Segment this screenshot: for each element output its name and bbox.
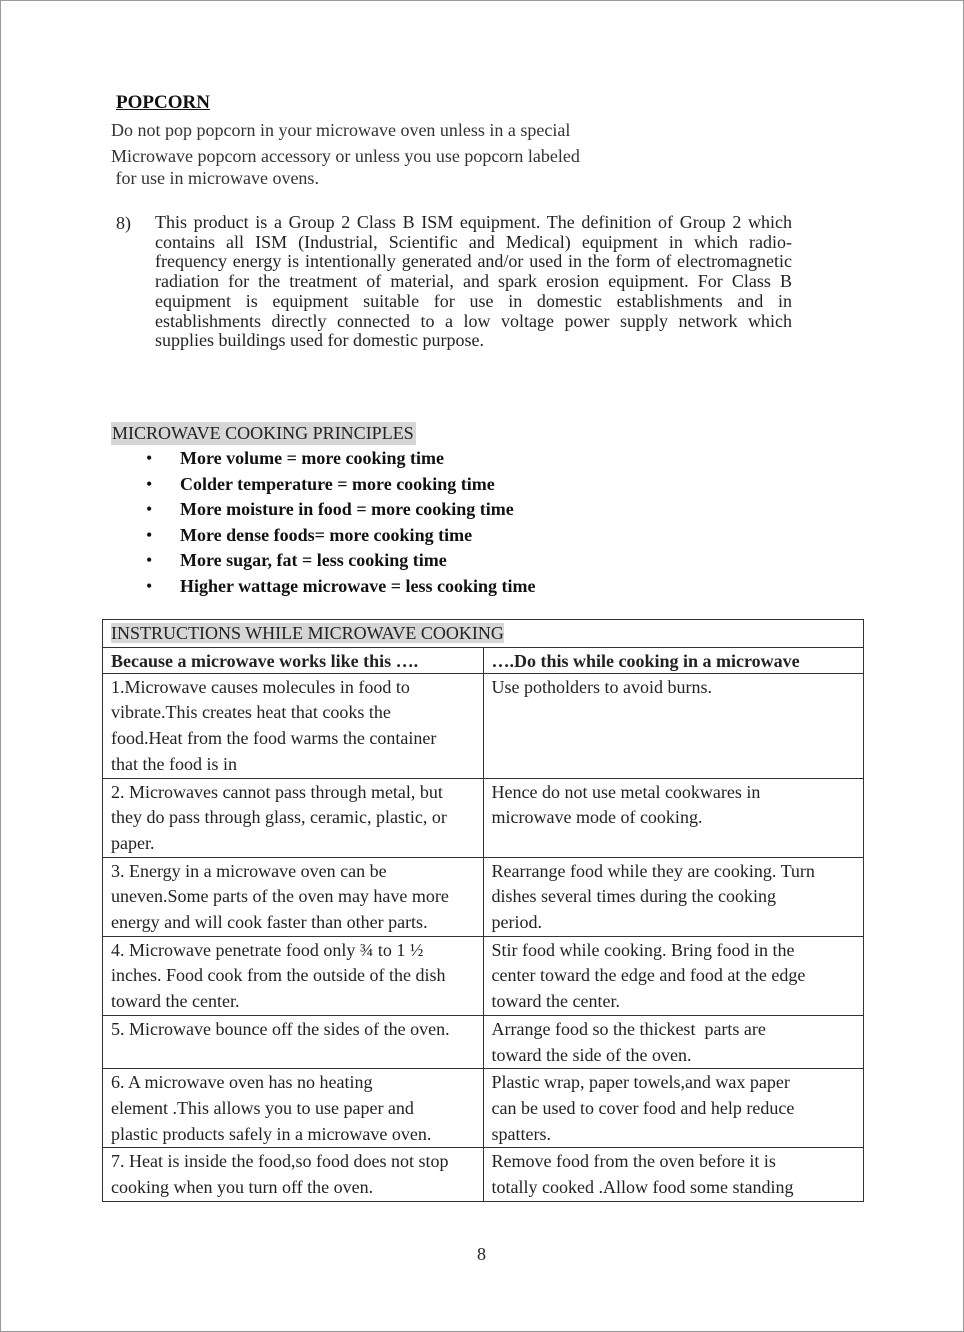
table-cell-left: [103, 1069, 484, 1148]
cell-line: 5. Microwave bounce off the sides of the oven.: [111, 1018, 450, 1039]
cell-line: energy and will cook faster than other parts.: [111, 912, 428, 933]
column-header-left: Because a microwave works like this ….: [103, 647, 484, 673]
table-cell-right: [483, 1069, 864, 1148]
cell-line: can be used to cover food and help reduce: [491, 1097, 795, 1118]
table-cell-right: [483, 778, 864, 857]
cell-line: Remove food from the oven before it is: [491, 1151, 776, 1172]
table-cell-right: [483, 857, 864, 936]
principle-text: More sugar, fat = less cooking time: [180, 550, 447, 571]
cell-line: they do pass through glass, ceramic, plastic, or: [111, 807, 447, 828]
principle-text: Higher wattage microwave = less cooking time: [180, 575, 536, 596]
cell-line: plastic products safely in a microwave oven.: [111, 1123, 432, 1144]
cell-line: center toward the edge and food at the edge: [491, 965, 806, 986]
cell-line: spatters.: [491, 1123, 551, 1144]
table-cell-left: [103, 857, 484, 936]
cell-line: totally cooked .Allow food some standing: [491, 1177, 794, 1198]
cell-line: inches. Food cook from the outside of the dish: [111, 965, 446, 986]
cell-line: cooking when you turn off the oven.: [111, 1177, 374, 1198]
principle-text: More dense foods= more cooking time: [180, 524, 473, 545]
table-row: [103, 1069, 864, 1148]
cell-line: 1.Microwave causes molecules in food to: [111, 676, 410, 697]
page-number: 8: [477, 1244, 486, 1264]
table-cell-left: [103, 1015, 484, 1068]
cell-line: element .This allows you to use paper and: [111, 1097, 414, 1118]
table-cell-left: [103, 936, 484, 1015]
table-row: [103, 778, 864, 857]
bullet-icon: •: [146, 448, 153, 468]
item-8-number: 8): [116, 213, 131, 233]
cell-line: 4. Microwave penetrate food only ¾ to 1 ½: [111, 939, 424, 960]
bullet-icon: •: [146, 473, 153, 494]
bullet-icon: •: [146, 524, 153, 545]
table-header-row: [103, 647, 864, 673]
column-header-right: ….Do this while cooking in a microwave: [483, 647, 864, 673]
table-cell-left: [103, 1148, 484, 1201]
cell-line: period.: [491, 912, 542, 933]
item-8-text: This product is a Group 2 Class B ISM equipment. The definition of Group 2 which contains all ISM (Industrial, Scientific and Medical) equipment in which radio-frequency energy is intentionally generated and/or used in the form of electromagnetic radiation for the treatment of material, and spark erosion equipment. For Class B equipment is equipment suitable for use in domestic establishments and in establishments directly connected to a low voltage power supply network which supplies buildings used for domestic purpose.: [155, 212, 792, 351]
table-row: [103, 1015, 864, 1068]
table-row: [103, 857, 864, 936]
popcorn-line-1: Do not pop popcorn in your microwave oven unless in a special: [111, 120, 571, 140]
table-cell-right: [483, 1015, 864, 1068]
table-cell-left: [103, 673, 484, 778]
principles-heading: MICROWAVE COOKING PRINCIPLES: [112, 423, 414, 443]
cell-line: toward the center.: [111, 991, 240, 1012]
table-cell-right: [483, 1148, 864, 1201]
cell-line: microwave mode of cooking.: [491, 807, 703, 828]
principle-text: More volume = more cooking time: [180, 448, 445, 468]
cell-line: Use potholders to avoid burns.: [491, 676, 712, 697]
cell-line: paper.: [111, 832, 155, 853]
cell-line: Arrange food so the thickest parts are: [491, 1018, 766, 1039]
cell-line: toward the side of the oven.: [491, 1044, 692, 1065]
table-cell-left: [103, 778, 484, 857]
cell-line: 7. Heat is inside the food,so food does not stop: [111, 1151, 449, 1172]
cell-line: Plastic wrap, paper towels,and wax paper: [491, 1072, 790, 1093]
popcorn-line-2: Microwave popcorn accessory or unless you use popcorn labeled: [111, 146, 580, 166]
bullet-icon: •: [146, 575, 153, 596]
popcorn-line-3: for use in microwave ovens.: [111, 168, 319, 188]
table-title-cell: [103, 620, 864, 648]
cell-line: Stir food while cooking. Bring food in the: [491, 939, 795, 960]
table-cell-right: [483, 936, 864, 1015]
principle-text: Colder temperature = more cooking time: [180, 473, 495, 494]
table-title-row: [103, 620, 864, 648]
bullet-icon: •: [146, 499, 153, 520]
cell-line: 3. Energy in a microwave oven can be: [111, 860, 387, 881]
cell-line: that the food is in: [111, 753, 237, 774]
cell-line: 6. A microwave oven has no heating: [111, 1072, 373, 1093]
table-title: INSTRUCTIONS WHILE MICROWAVE COOKING: [111, 623, 504, 643]
table-cell-right: [483, 673, 864, 778]
cell-line: dishes several times during the cooking: [491, 886, 776, 907]
table-row: [103, 936, 864, 1015]
instructions-table: [102, 619, 864, 1202]
table-row: [103, 673, 864, 778]
principle-text: More moisture in food = more cooking time: [180, 499, 514, 520]
cell-line: food.Heat from the food warms the container: [111, 728, 437, 749]
cell-line: 2. Microwaves cannot pass through metal, but: [111, 781, 443, 802]
cell-line: Hence do not use metal cookwares in: [491, 781, 761, 802]
popcorn-heading: POPCORN: [116, 92, 210, 113]
cell-line: uneven.Some parts of the oven may have more: [111, 886, 449, 907]
cell-line: vibrate.This creates heat that cooks the: [111, 702, 391, 723]
bullet-icon: •: [146, 550, 153, 571]
cell-line: Rearrange food while they are cooking. Turn: [491, 860, 815, 881]
cell-line: toward the center.: [491, 991, 620, 1012]
table-row: [103, 1148, 864, 1201]
